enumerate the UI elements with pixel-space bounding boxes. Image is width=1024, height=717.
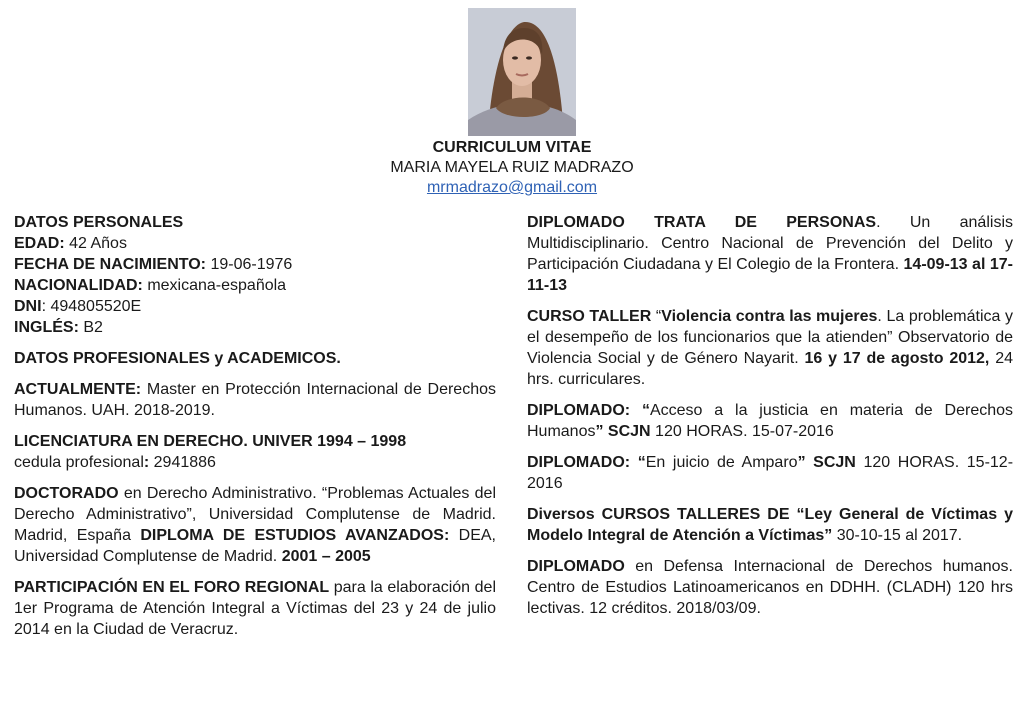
diplomado-acceso-entry: DIPLOMADO: “Acceso a la justicia en materia de Derechos Humanos” SCJN 120 HORAS. 15-07-2016 — [527, 402, 1014, 440]
left-column — [14, 212, 496, 650]
licenciatura-entry: LICENCIATURA EN DERECHO. UNIVER 1994 – 1998 cedula profesional: 2941886 — [14, 433, 407, 471]
foro-entry: PARTICIPACIÓN EN EL FORO REGIONAL para la elaboración del 1er Programa de Atención Integral a Víctimas del 23 y 24 de julio 2014 en la Ciudad de Veracruz. — [14, 579, 496, 638]
person-name: MARIA MAYELA RUIZ MADRAZO — [390, 159, 634, 176]
cursos-talleres-entry: Diversos CURSOS TALLERES DE “Ley General de Víctimas y Modelo Integral de Atención a Víctimas” 30-10-15 al 2017. — [527, 506, 1013, 544]
personal-heading: DATOS PERSONALES — [14, 214, 184, 231]
cv-header — [0, 138, 1024, 198]
portrait-image — [468, 8, 576, 136]
dni-line: DNI: 494805520E — [14, 298, 142, 315]
email-link[interactable]: mrmadrazo@gmail.com — [426, 179, 598, 196]
professional-heading: DATOS PROFESIONALES y ACADEMICOS. — [14, 350, 341, 367]
diplomado-trata-entry: DIPLOMADO TRATA DE PERSONAS. Un análisis Multidisciplinario. Centro Nacional de Prevención del Delito y Participación Ciudadana y El Colegio de la Frontera. 14-09-13 al 17-11-13 — [527, 214, 1013, 294]
profile-photo — [468, 8, 576, 136]
diplomado-defensa-entry: DIPLOMADO en Defensa Internacional de Derechos humanos. Centro de Estudios Latinoamericanos en DDHH. (CLADH) 120 hrs lectivas. 12 créditos. 2018/03/09. — [527, 558, 1013, 617]
doctorado-entry: DOCTORADO en Derecho Administrativo. “Problemas Actuales del Derecho Administrativo”, Universidad Complutense de Madrid. Madrid, España DIPLOMA DE ESTUDIOS AVANZADOS: DEA, Universidad Complutense de Madrid. 2001 – 2005 — [14, 485, 496, 565]
cv-title: CURRICULUM VITAE — [432, 139, 592, 156]
nationality-line: NACIONALIDAD: mexicana-española — [14, 277, 287, 294]
right-column — [527, 212, 1013, 629]
age-line: EDAD: 42 Años — [14, 235, 127, 252]
birthdate-line: FECHA DE NACIMIENTO: 19-06-1976 — [14, 256, 293, 273]
english-line: INGLÉS: B2 — [14, 319, 103, 336]
curso-taller-entry: CURSO TALLER “Violencia contra las mujeres. La problemática y el desempeño de los funcionarios que la atienden” Observatorio de Violencia Social y de Género Nayarit. 16 y 17 de agosto 2012, 24 hrs. curriculares. — [527, 308, 1014, 388]
diplomado-amparo-entry: DIPLOMADO: “En juicio de Amparo” SCJN 120 HORAS. 15-12-2016 — [527, 454, 1014, 492]
current-entry: ACTUALMENTE: Master en Protección Internacional de Derechos Humanos. UAH. 2018-2019. — [14, 381, 496, 419]
